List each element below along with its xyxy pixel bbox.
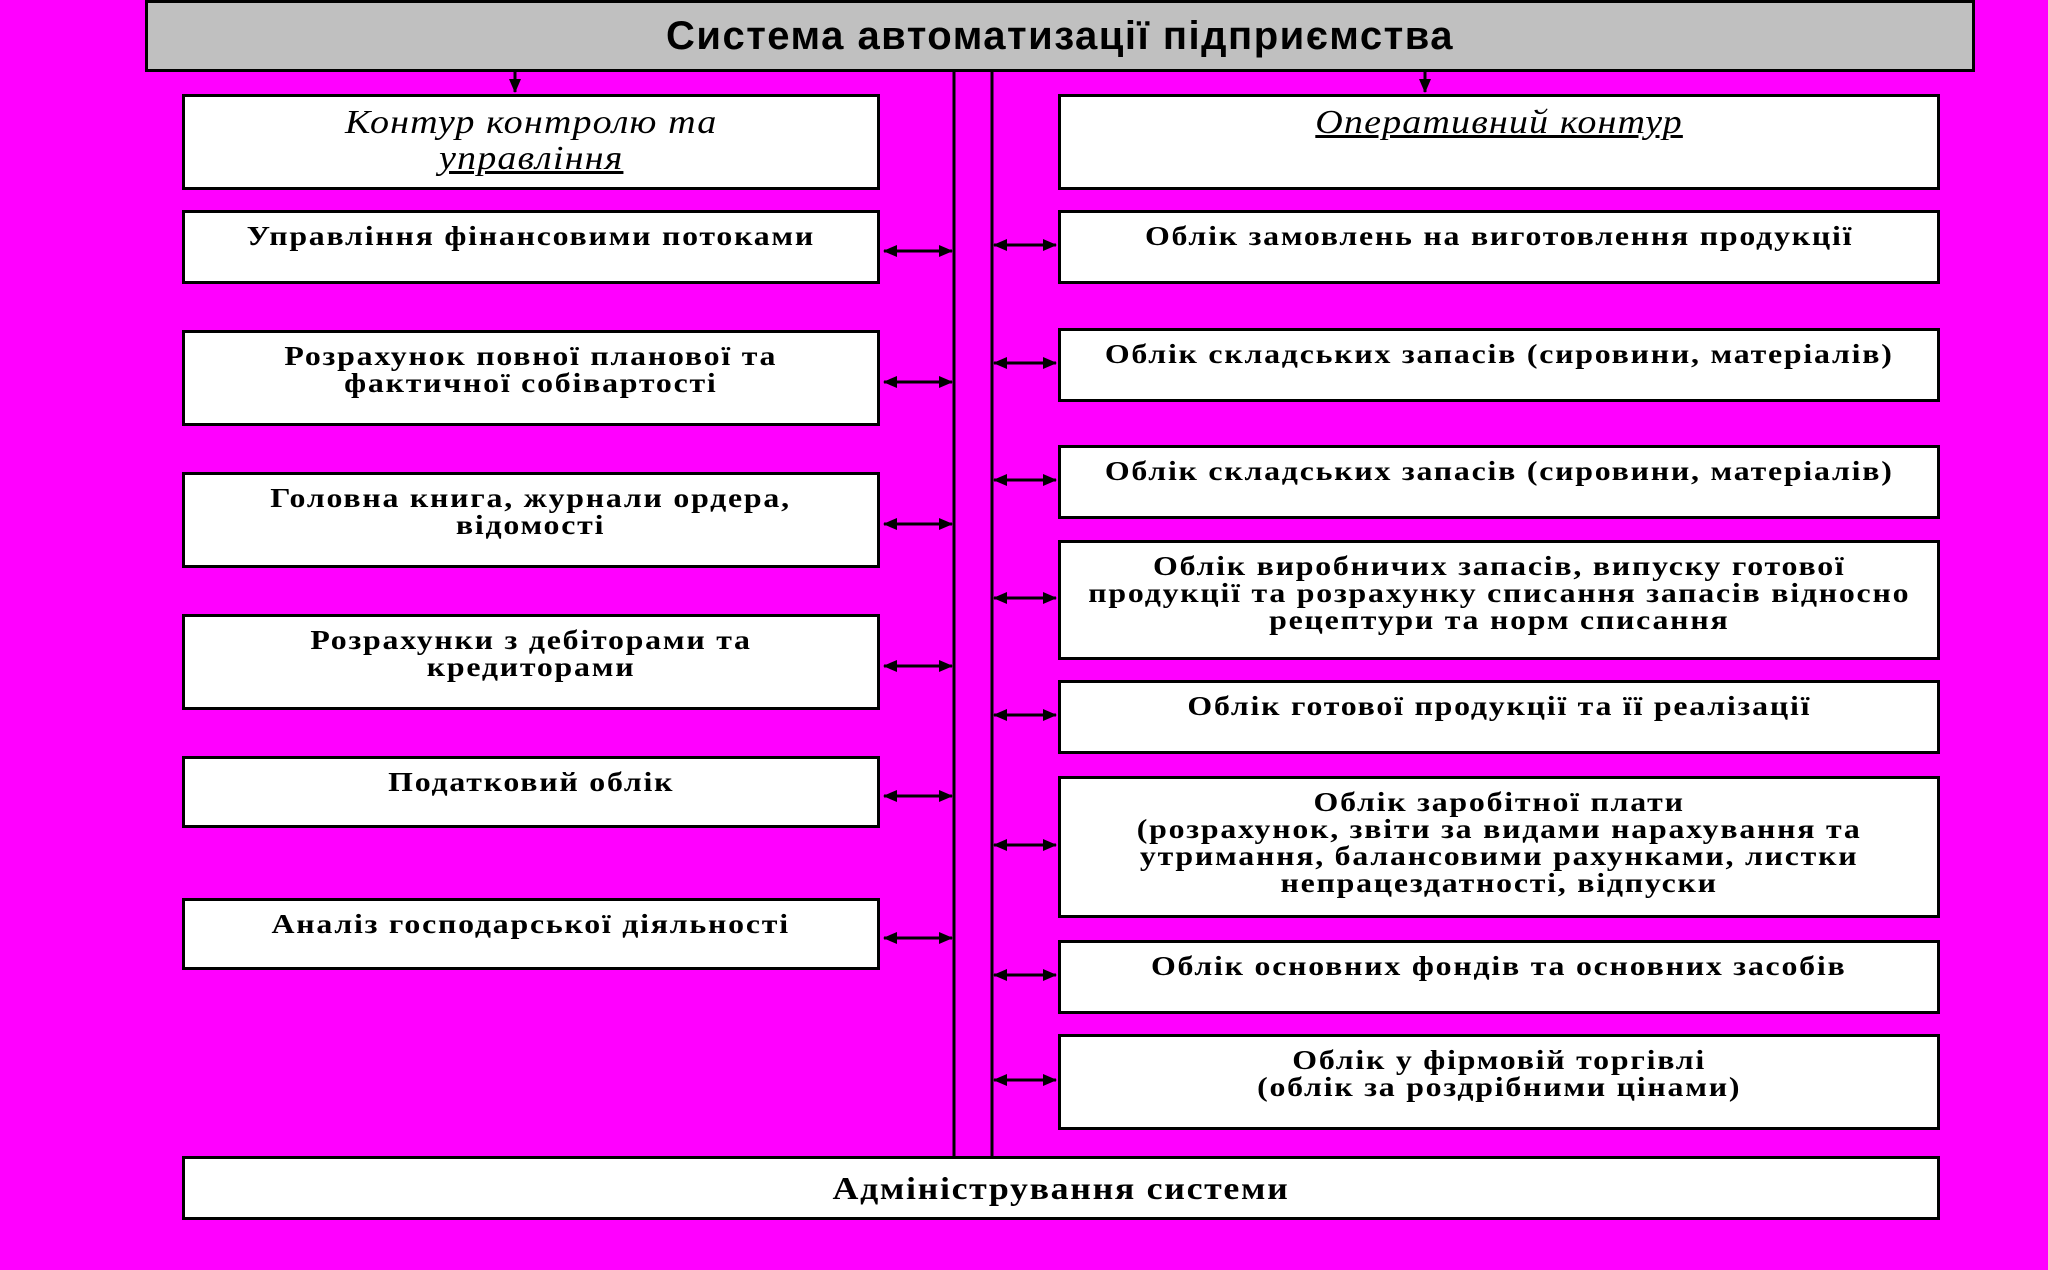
right-item-line: рецептури та норм списання — [1268, 605, 1730, 635]
left-item-line: Головна книга, журнали ордера, — [270, 483, 792, 513]
left-header-line-2: управління — [438, 140, 624, 177]
left-item-line: фактичної собівартості — [344, 368, 718, 398]
right-item-line: (облік за роздрібними цінами) — [1256, 1072, 1742, 1102]
right-item-line: утримання, балансовими рахунками, листки — [1139, 841, 1859, 871]
right-item-line: Облік заробітної плати — [1313, 787, 1685, 817]
right-item-text — [1145, 223, 1853, 250]
left-item-text — [310, 627, 751, 681]
right-item-line: Облік складських запасів (сировини, матеріалів) — [1104, 339, 1894, 369]
right-item-text — [1151, 953, 1846, 980]
right-item-line: Облік у фірмовій торгівлі — [1292, 1045, 1706, 1075]
right-item-line: Облік готової продукції та її реалізації — [1187, 691, 1811, 721]
right-item-text — [1137, 789, 1862, 897]
right-item-line: непрацездатності, відпуски — [1280, 868, 1718, 898]
left-item-line: Управління фінансовими потоками — [246, 221, 816, 251]
right-item-box — [1058, 680, 1940, 754]
left-item-box — [182, 614, 880, 710]
left-item-text — [247, 223, 815, 250]
diagram-title: Система автоматизації підприємства — [665, 13, 1455, 58]
right-item-box — [1058, 445, 1940, 519]
left-item-box — [182, 756, 880, 828]
left-item-line: відомості — [456, 510, 606, 540]
right-item-box — [1058, 1034, 1940, 1130]
left-item-line: Податковий облік — [387, 767, 675, 797]
right-item-text — [1187, 693, 1811, 720]
left-item-box — [182, 210, 880, 284]
left-header-box — [182, 94, 880, 190]
right-item-line: (розрахунок, звіти за видами нарахування та — [1136, 814, 1862, 844]
right-header-text — [1315, 105, 1683, 141]
right-item-text — [1257, 1047, 1741, 1101]
right-item-line: Облік виробничих запасів, випуску готової — [1152, 551, 1846, 581]
left-item-line: кредиторами — [426, 652, 636, 682]
right-header-box — [1058, 94, 1940, 190]
footer-text: Адміністрування системи — [832, 1169, 1290, 1206]
left-item-line: Аналіз господарської діяльності — [271, 909, 791, 939]
right-item-line: Облік замовлень на виготовлення продукції — [1144, 221, 1854, 251]
footer-box — [182, 1156, 1940, 1220]
left-item-text — [272, 911, 790, 938]
left-header-text — [345, 105, 717, 177]
right-item-text — [1105, 341, 1894, 368]
left-item-line: Розрахунок повної планової та — [284, 341, 778, 371]
right-item-box — [1058, 540, 1940, 660]
left-item-text — [271, 485, 792, 539]
right-item-box — [1058, 210, 1940, 284]
left-item-text — [388, 769, 674, 796]
left-item-box — [182, 330, 880, 426]
left-item-line: Розрахунки з дебіторами та — [310, 625, 752, 655]
right-item-line: Облік основних фондів та основних засобів — [1151, 951, 1847, 981]
right-item-box — [1058, 940, 1940, 1014]
title-box — [145, 0, 1975, 72]
right-item-line: Облік складських запасів (сировини, матеріалів) — [1104, 456, 1894, 486]
right-item-text — [1088, 553, 1910, 634]
left-item-box — [182, 472, 880, 568]
right-item-text — [1105, 458, 1894, 485]
right-item-box — [1058, 328, 1940, 402]
right-header-line: Оперативний контур — [1315, 104, 1683, 141]
right-item-line: продукції та розрахунку списання запасів відносно — [1088, 578, 1910, 608]
left-header-line-1: Контур контролю та — [344, 104, 718, 141]
left-item-text — [285, 343, 778, 397]
right-item-box — [1058, 776, 1940, 918]
left-item-box — [182, 898, 880, 970]
